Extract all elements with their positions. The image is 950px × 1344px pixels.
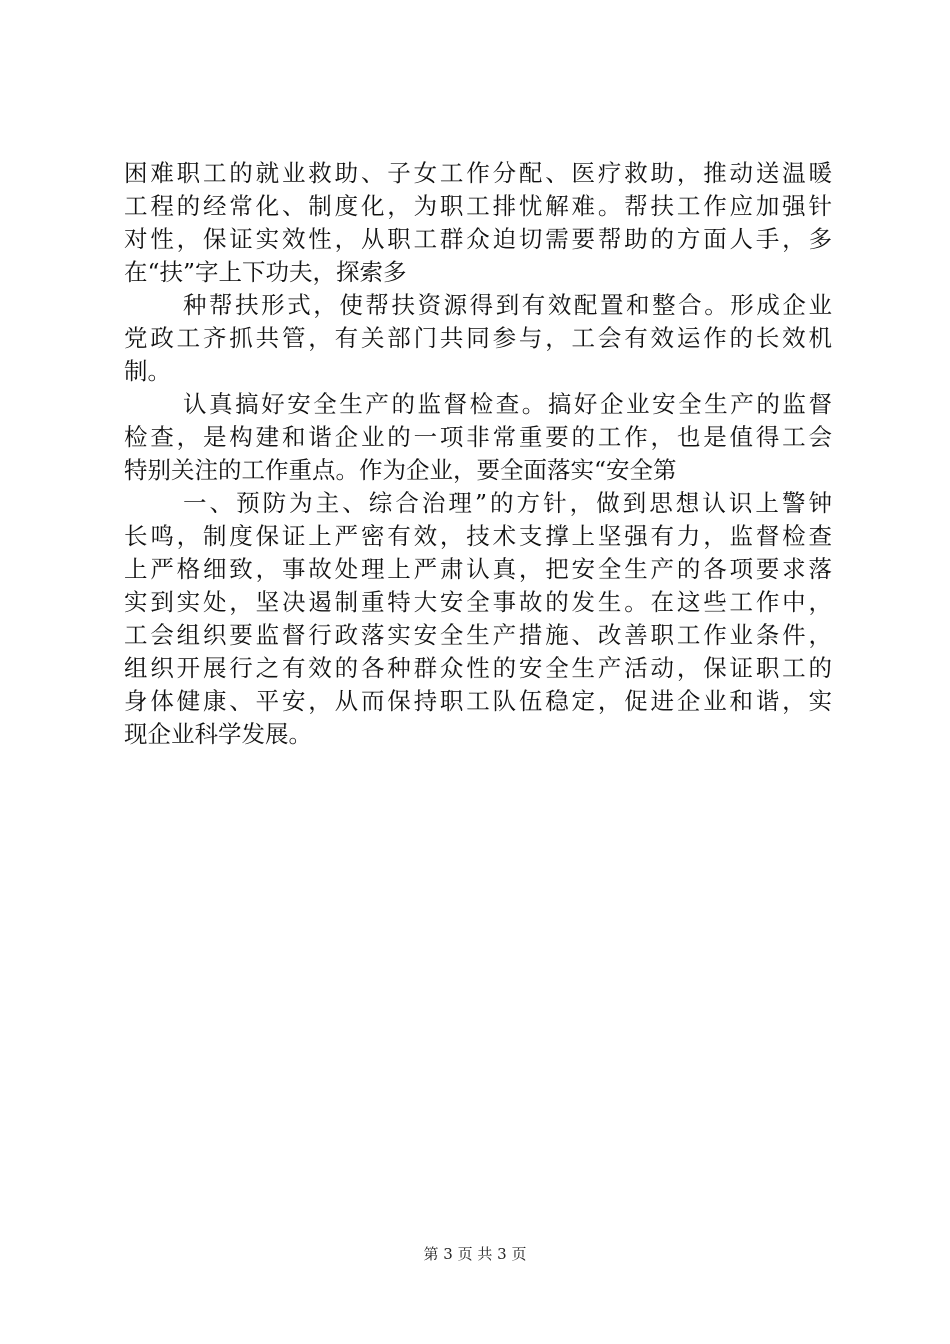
text-line: 种帮扶形式，使帮扶资源得到有效配置和整合。形成企业 <box>183 291 832 319</box>
text-line: 认真搞好安全生产的监督检查。搞好企业安全生产的监督 <box>183 390 832 418</box>
text-line: 一、预防为主、综合治理”的方针，做到思想认识上警钟 <box>183 489 832 517</box>
text-line: 困难职工的就业救助、子女工作分配、医疗救助，推动送温暖 <box>124 159 832 187</box>
document-body <box>124 157 832 751</box>
text-line: 长鸣，制度保证上严密有效，技术支撑上坚强有力，监督检查 <box>124 522 832 550</box>
text-line: 检查，是构建和谐企业的一项非常重要的工作，也是值得工会 <box>124 423 832 451</box>
page-number-footer: 第 3 页 共 3 页 <box>423 1245 527 1263</box>
text-line: 特别关注的工作重点。作为企业，要全面落实“安全第 <box>124 456 677 484</box>
text-line: 现企业科学发展。 <box>124 720 312 748</box>
text-line: 实到实处，坚决遏制重特大安全事故的发生。在这些工作中， <box>124 588 832 616</box>
text-line: 身体健康、平安，从而保持职工队伍稳定，促进企业和谐，实 <box>124 687 832 715</box>
text-line: 组织开展行之有效的各种群众性的安全生产活动，保证职工的 <box>124 654 832 682</box>
text-line: 工会组织要监督行政落实安全生产措施、改善职工作业条件， <box>124 621 832 649</box>
text-line: 对性，保证实效性，从职工群众迫切需要帮助的方面人手，多 <box>124 225 832 253</box>
text-line: 党政工齐抓共管，有关部门共同参与，工会有效运作的长效机 <box>124 324 832 352</box>
text-line: 上严格细致，事故处理上严肃认真，把安全生产的各项要求落 <box>124 555 832 583</box>
text-line: 制。 <box>124 357 171 385</box>
text-line: 工程的经常化、制度化，为职工排忧解难。帮扶工作应加强针 <box>124 192 832 220</box>
text-line: 在“扶”字上下功夫，探索多 <box>124 258 407 286</box>
